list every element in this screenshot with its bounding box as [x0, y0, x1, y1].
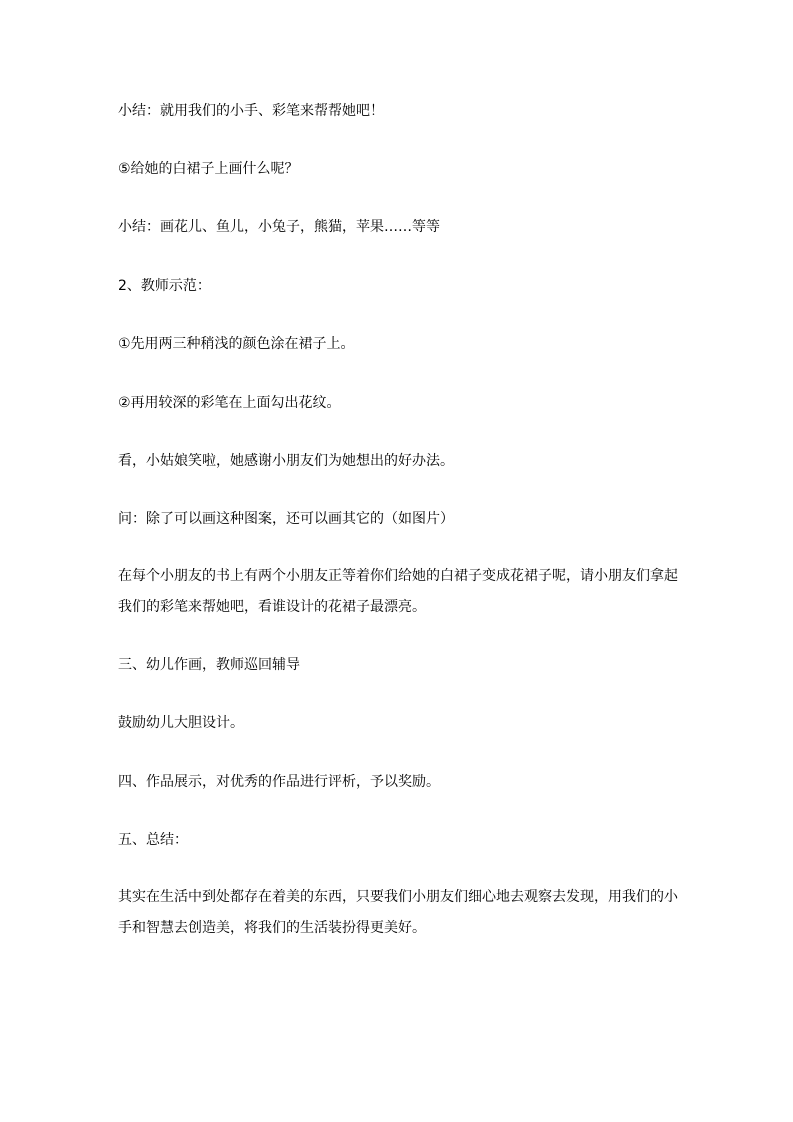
- section-heading-summary: 五、总结：: [118, 832, 188, 848]
- section-heading-teacher-demo: 2、教师示范：: [118, 278, 211, 294]
- paragraph-summary-1: 小结：就用我们的小手、彩笔来帮帮她吧！: [118, 103, 384, 119]
- paragraph-summary-2: 小结：画花儿、鱼儿，小兔子，熊猫，苹果……等等: [118, 219, 440, 235]
- paragraph-conclusion-line-2: 手和智慧去创造美，将我们的生活装扮得更美好。: [118, 920, 426, 936]
- paragraph-book-line-2: 我们的彩笔来帮她吧，看谁设计的花裙子最漂亮。: [118, 599, 426, 615]
- paragraph-conclusion-line-1: 其实在生活中到处都存在着美的东西，只要我们小朋友们细心地去观察去发现，用我们的小: [118, 889, 678, 905]
- paragraph-girl-smiles: 看，小姑娘笑啦，她感谢小朋友们为她想出的好办法。: [118, 453, 454, 469]
- paragraph-question: 问：除了可以画这种图案，还可以画其它的（如图片）: [118, 511, 454, 527]
- paragraph-step-2: ②再用较深的彩笔在上面勾出花纹。: [118, 395, 341, 411]
- section-heading-children-draw: 三、幼儿作画，教师巡回辅导: [118, 657, 300, 673]
- paragraph-question-5: ⑤给她的白裙子上画什么呢？: [118, 161, 299, 177]
- paragraph-step-1: ①先用两三种稍浅的颜色涂在裙子上。: [118, 336, 355, 352]
- paragraph-book-line-1: 在每个小朋友的书上有两个小朋友正等着你们给她的白裙子变成花裙子呢，请小朋友们拿起: [118, 568, 678, 584]
- section-heading-showcase: 四、作品展示，对优秀的作品进行评析，予以奖励。: [118, 774, 440, 790]
- paragraph-encourage: 鼓励幼儿大胆设计。: [118, 715, 244, 731]
